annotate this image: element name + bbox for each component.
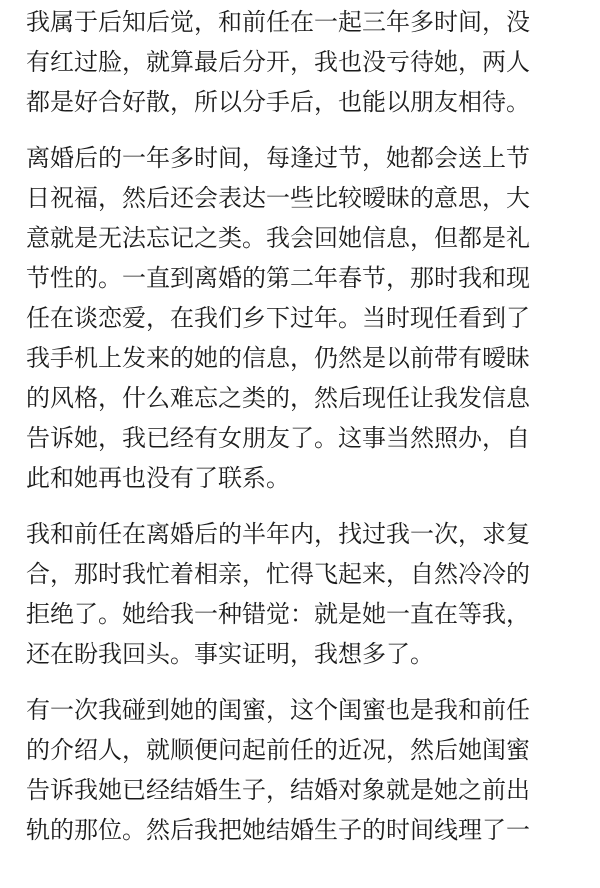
text-line: 告诉她，我已经有女朋友了。这事当然照办，自: [26, 424, 530, 452]
text-line: 日祝福，然后还会表达一些比较暧昧的意思，大: [26, 184, 530, 212]
paragraph-1: [26, 2, 586, 122]
text-line: 我属于后知后觉，和前任在一起三年多时间，没: [26, 8, 530, 36]
text-line: 合，那时我忙着相亲，忙得飞起来，自然冷冷的: [26, 560, 530, 588]
text-line: 任在谈恋爱，在我们乡下过年。当时现任看到了: [26, 304, 530, 332]
text-line: 意就是无法忘记之类。我会回她信息，但都是礼: [26, 224, 530, 252]
paragraph-gap: [26, 674, 586, 690]
text-line: 节性的。一直到离婚的第二年春节，那时我和现: [26, 264, 530, 292]
text-line: 此和她再也没有了联系。: [26, 464, 290, 492]
paragraph-3: [26, 514, 586, 674]
paragraph-gap: [26, 498, 586, 514]
text-line: 离婚后的一年多时间，每逢过节，她都会送上节: [26, 144, 530, 172]
text-line: 都是好合好散，所以分手后，也能以朋友相待。: [26, 88, 530, 116]
text-line: 还在盼我回头。事实证明，我想多了。: [26, 640, 434, 668]
text-line: 告诉我她已经结婚生子，结婚对象就是她之前出: [26, 776, 530, 804]
paragraph-4: [26, 690, 586, 850]
text-line: 我和前任在离婚后的半年内，找过我一次，求复: [26, 520, 530, 548]
text-line: 的介绍人，就顺便问起前任的近况，然后她闺蜜: [26, 736, 530, 764]
text-line: 有红过脸，就算最后分开，我也没亏待她，两人: [26, 48, 530, 76]
text-line: 我手机上发来的她的信息，仍然是以前带有暧昧: [26, 344, 530, 372]
text-line: 的风格，什么难忘之类的，然后现任让我发信息: [26, 384, 530, 412]
paragraph-gap: [26, 122, 586, 138]
paragraph-2: [26, 138, 586, 498]
text-line: 有一次我碰到她的闺蜜，这个闺蜜也是我和前任: [26, 696, 530, 724]
text-line: 拒绝了。她给我一种错觉：就是她一直在等我，: [26, 600, 530, 628]
text-line: 轨的那位。然后我把她结婚生子的时间线理了一: [26, 816, 530, 844]
